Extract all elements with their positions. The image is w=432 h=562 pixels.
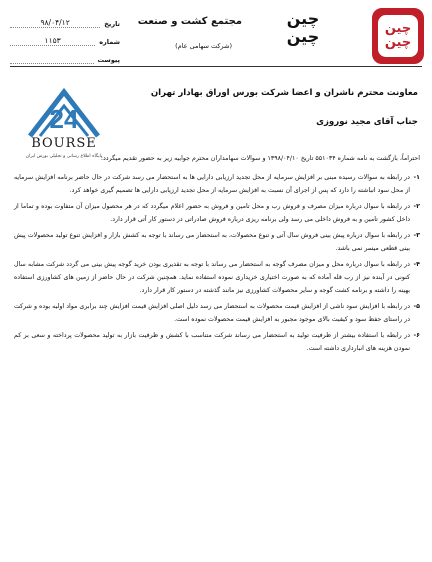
list-item — [14, 329, 420, 355]
list-item-number: ۶- — [413, 332, 420, 339]
number-value: ۱۱۵۳ — [10, 36, 95, 46]
bourse-tagline: پایگاه اطلاع رسانی و تحلیلی بورس ایران — [25, 154, 103, 159]
bourse24-emblem-icon — [14, 86, 114, 138]
addressee-organization: معاونت محترم ناشران و اعضا شرکت بورس اوراق بهادار تهران — [150, 88, 418, 98]
brand-line-1: چین — [286, 9, 320, 28]
logo-text-line1: چین — [384, 21, 412, 36]
date-row — [10, 10, 120, 28]
addressee-person: جناب آقای مجید نوروزی — [316, 117, 418, 127]
company-name: مجتمع کشت و صنعت — [137, 16, 242, 27]
header-divider — [10, 66, 422, 67]
date-label: تاریخ — [104, 20, 120, 28]
bourse-word: BOURSE — [31, 136, 97, 151]
brand-line-2: چین — [286, 27, 320, 46]
list-item-number: ۲- — [413, 203, 420, 210]
number-row — [10, 28, 120, 46]
logo-mark — [378, 15, 418, 57]
list-item — [14, 300, 420, 326]
list-item-text: در رابطه با سوال درباره پیش بینی فروش سال آتی و تنوع محصولات، به استحضار می رساند با توجه به کشش بازار و افزایش تنوع تولید محصولات پیش بینی قطعی میسر نمی باشد. — [14, 232, 410, 252]
logo-text-line2: چین — [384, 35, 412, 50]
list-item — [14, 229, 420, 255]
company-logo — [372, 8, 424, 64]
date-value: ۹۸/۰۴/۱۲ — [10, 18, 100, 28]
list-item-number: ۴- — [413, 261, 420, 268]
letter-meta — [10, 10, 120, 64]
list-item — [14, 171, 420, 197]
attachment-label: پیوست — [97, 56, 120, 64]
company-type: (شرکت سهامی عام) — [175, 42, 232, 50]
list-item-text: در رابطه با سوال درباره میزان مصرف و فروش رب و محل تامین و فروش به حضور اعلام میگردد که در هر محصول میزان آن متفاوت بوده و تماما از داخل کشور تامین و به فروش داخلی می رسد ولی برنامه ریزی درباره فروش صادراتی در دستور کار آتی قرار دارد. — [14, 203, 410, 223]
list-item-number: ۱- — [413, 174, 420, 181]
brand-wordmark — [238, 10, 368, 56]
list-item-number: ۵- — [413, 303, 420, 310]
attachment-row — [10, 46, 120, 64]
number-label: شماره — [99, 38, 120, 46]
letter-body — [14, 152, 420, 358]
list-item-number: ۳- — [413, 232, 420, 239]
list-item — [14, 258, 420, 297]
attachment-value — [10, 63, 94, 64]
list-item-text: در رابطه با استفاده بیشتر از ظرفیت تولید به استحضار می رساند شرکت متناسب با کشش و ظرفیت بازار به تولید محصولات پرداخته و سعی بر کم نمودن هزینه های انبارداری داشته است. — [14, 332, 410, 352]
list-item-text: در رابطه با سوال درباره محل و میزان مصرف گوجه به استحضار می رساند با توجه به تقدیری بودن خرید گوجه پیش بینی می گردد شرکت مشابه سال کنونی در آینده نیز از رب قله آماده که به صورت اختیاری خریداری نموده استفاده نماید. همچنین شرکت در حال حاضر از زمین های کشاورزی استفاده بهینه را داشته و برنامه کشت گوجه و سایر محصولات کشاورزی نیز مانند گذشته در دستور کار قرار دارد. — [14, 261, 410, 294]
list-item-text: در رابطه به سوالات رسیده مبنی بر افزایش سرمایه از محل تجدید ارزیابی دارایی ها به استحضار می رسد شرکت در حال حاضر برنامه افزایش سرمایه از محل سود انباشته را دارد که پس از اجرای آن نسبت به افزایش سرمایه از محل تجدید ارزیابی دارایی ها تصمیم گیری خواهد کرد. — [14, 174, 410, 194]
list-item — [14, 200, 420, 226]
bourse24-numeral: 24 — [49, 104, 79, 134]
list-item-text: در رابطه با افزایش سود ناشی از افزایش قیمت محصولات به استحضار می رسد دلیل اصلی افزایش قیمت افزایش چند برابری مواد اولیه بوده و شرکت در راستای حفظ سود و کیفیت بالای موجود مجبور به افزایش قیمت محصولات نموده است. — [14, 303, 410, 323]
letter-intro: احتراماً، بازگشت به نامه شماره ۵۵۱۰۳۴ تاریخ ۱۳۹۸/۰۴/۱۰ و سوالات سهامداران محترم جوابیه زیر به حضور تقدیم میگردد: — [100, 155, 420, 162]
